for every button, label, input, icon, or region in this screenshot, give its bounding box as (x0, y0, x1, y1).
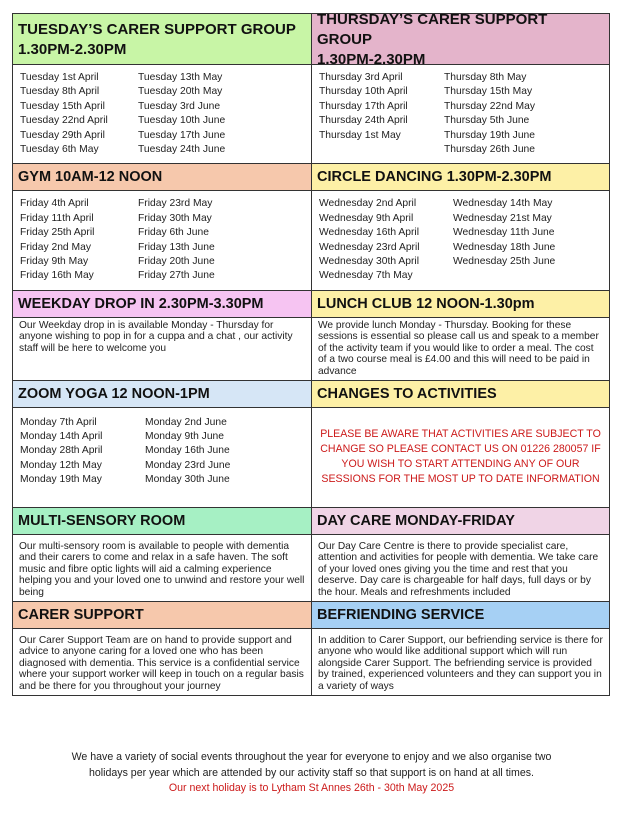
date-item: Thursday 8th May (444, 72, 527, 83)
date-item: Thursday 5th June (444, 115, 530, 127)
yoga-panel (13, 381, 311, 507)
circle-dancing-header (312, 164, 609, 191)
date-item: Thursday 26th June (444, 143, 536, 155)
gym-dates-col2 (138, 197, 215, 283)
row-carer-befriending (13, 601, 609, 695)
changes-notice: PLEASE BE AWARE THAT ACTIVITIES ARE SUBJECT TO CHANGE SO PLEASE CONTACT US ON 01226 280057 IF YOU WISH TO START ATTENDING ANY OF OUR SESSIONS FOR THE MOST UP TO DATE INFORMATION (320, 427, 601, 486)
carer-support-text: Our Carer Support Team are on hand to provide support and advice to anyone caring for a loved one who has been diagnosed with dementia. This service is a confidential service where your support worker will keep in touch on a regular basis and be there for you throughout your journey (19, 634, 304, 692)
row-carer-groups (13, 11, 609, 163)
thursday-group-dates (312, 65, 609, 163)
changes-header (312, 381, 609, 408)
circle-dancing-panel (311, 164, 609, 289)
date-item: Wednesday 18th June (453, 241, 556, 253)
yoga-dates-col2 (145, 416, 230, 488)
circle-dates-col2 (453, 197, 555, 283)
date-item: Thursday 3rd April (319, 72, 403, 83)
date-item: Wednesday 9th April (319, 212, 414, 224)
lunch-club-header (312, 291, 609, 318)
dropin-title: WEEKDAY DROP IN 2.30PM-3.30PM (18, 295, 264, 312)
lunch-club-panel (311, 291, 609, 380)
date-item: Friday 20th June (138, 255, 215, 267)
date-item: Tuesday 13th May (138, 72, 223, 83)
date-item: Wednesday 16th April (319, 227, 419, 239)
sensory-room-text: Our multi-sensory room is available to people with dementia and their carers to come and relax in a safe haven. The soft music and fibre optic lights will aid a calming experience helping you and your loved one to unwind and restore your well being (19, 540, 305, 599)
date-item: Friday 6th June (138, 227, 209, 239)
yoga-title: ZOOM YOGA 12 NOON-1PM (18, 385, 210, 402)
activities-grid (12, 13, 610, 696)
date-item: Wednesday 30th April (319, 255, 419, 267)
row-sensory-daycare (13, 507, 609, 601)
befriending-title: BEFRIENDING SERVICE (317, 606, 485, 623)
date-item: Monday 19th May (20, 474, 102, 486)
date-item: Wednesday 23rd April (319, 241, 420, 253)
sensory-room-title: MULTI-SENSORY ROOM (18, 512, 186, 529)
date-item: Friday 25th April (20, 227, 95, 239)
date-item: Friday 11th April (20, 212, 94, 224)
date-item: Monday 30th June (145, 474, 230, 486)
date-item: Wednesday 7th May (319, 270, 413, 282)
date-item: Friday 23rd May (138, 198, 213, 210)
gym-title: GYM 10AM-12 NOON (18, 169, 163, 186)
date-item: Thursday 17th April (319, 100, 408, 112)
tuesday-group-title: TUESDAY’S CARER SUPPORT GROUP (18, 21, 296, 38)
gym-panel (13, 164, 311, 289)
date-item: Thursday 24th April (319, 115, 408, 127)
tuesday-dates-col1 (20, 71, 138, 157)
carer-support-header (13, 602, 311, 629)
day-care-panel (311, 508, 609, 601)
carer-support-panel (13, 602, 311, 695)
date-item: Thursday 19th June (444, 129, 536, 141)
date-item: Tuesday 15th April (20, 100, 105, 112)
date-item: Monday 2nd June (145, 416, 227, 428)
date-item: Tuesday 17th June (138, 129, 226, 141)
befriending-panel (311, 602, 609, 695)
date-item: Wednesday 2nd April (319, 198, 417, 210)
date-item: Monday 9th June (145, 431, 224, 443)
sensory-room-header (13, 508, 311, 535)
date-item: Tuesday 10th June (138, 115, 226, 127)
lunch-club-title: LUNCH CLUB 12 NOON-1.30pm (317, 295, 535, 312)
date-item: Monday 23rd June (145, 459, 231, 471)
gym-header (13, 164, 311, 191)
date-item: Thursday 1st May (319, 129, 401, 141)
thursday-group-panel (311, 11, 609, 163)
row-gym-dancing (13, 163, 609, 289)
date-item: Tuesday 24th June (138, 143, 226, 155)
dropin-header (13, 291, 311, 318)
date-item: Thursday 10th April (319, 86, 408, 98)
row-dropin-lunch (13, 290, 609, 380)
circle-dancing-dates (312, 191, 609, 289)
thursday-group-time: 1.30PM-2.30PM (317, 51, 426, 68)
thursday-group-header (312, 11, 609, 68)
date-item: Friday 16th May (20, 270, 94, 282)
changes-title: CHANGES TO ACTIVITIES (317, 385, 497, 402)
changes-panel (311, 381, 609, 507)
date-item: Tuesday 1st April (20, 72, 99, 83)
date-item: Friday 2nd May (20, 241, 91, 253)
footer-line-1: We have a variety of social events throughout the year for everyone to enjoy and we also organise two (71, 751, 552, 763)
sensory-room-panel (13, 508, 311, 601)
date-item: Tuesday 20th May (138, 86, 223, 98)
dropin-text: Our Weekday drop in is available Monday - Thursday for anyone wishing to pop in for a cuppa and a chat , our activity staff will be here to welcome you (19, 319, 293, 354)
tuesday-group-dates (13, 65, 311, 163)
lunch-club-text: We provide lunch Monday - Thursday. Booking for these sessions is essential so please call us and speak to a member of the activity team if you would like to order a meal. The cost of a two course meal is £4.00 and this will need to be paid in advance (318, 319, 599, 378)
date-item: Friday 30th May (138, 212, 212, 224)
gym-dates-col1 (20, 197, 138, 283)
date-item: Monday 14th April (20, 431, 103, 443)
date-item: Monday 16th June (145, 445, 230, 457)
thursday-dates-col2 (444, 71, 535, 157)
tuesday-dates-col2 (138, 71, 225, 157)
day-care-text: Our Day Care Centre is there to provide specialist care, attention and activities for people with dementia. We take care of your loved ones giving you the time and rest that you deserve. Day care is chargeable for half days, full days or by the hour. Meals and refreshments included (318, 540, 599, 599)
yoga-header (13, 381, 311, 408)
befriending-text: In addition to Carer Support, our befriending service is there for anyone who would like additional support which will run alongside Carer Support. The befriending service is provided by trained, experienced volunteers and they can support you in a variety of ways (318, 634, 603, 692)
date-item: Thursday 15th May (444, 86, 533, 98)
gym-dates (13, 191, 311, 289)
footer-line-2: holidays per year which are attended by our activity staff so that support is on hand at all times. (89, 766, 534, 779)
date-item: Tuesday 29th April (20, 129, 105, 141)
footer (0, 750, 623, 797)
date-item: Friday 9th May (20, 255, 89, 267)
tuesday-group-time: 1.30PM-2.30PM (18, 41, 127, 58)
carer-support-title: CARER SUPPORT (18, 606, 144, 623)
date-item: Tuesday 8th April (20, 86, 100, 98)
yoga-dates (13, 408, 311, 507)
date-item: Friday 27th June (138, 270, 215, 282)
date-item: Tuesday 22nd April (20, 115, 108, 127)
footer-holiday: Our next holiday is to Lytham St Annes 26th - 30th May 2025 (168, 782, 455, 794)
row-yoga-changes (13, 380, 609, 507)
date-item: Wednesday 11th June (453, 227, 555, 239)
date-item: Wednesday 21st May (453, 212, 552, 224)
dropin-panel (13, 291, 311, 380)
date-item: Tuesday 6th May (20, 143, 99, 155)
date-item: Monday 12th May (20, 459, 102, 471)
date-item: Thursday 22nd May (444, 100, 536, 112)
thursday-group-title: THURSDAY’S CARER SUPPORT GROUP (317, 11, 548, 48)
tuesday-group-panel (13, 14, 311, 163)
date-item: Monday 28th April (20, 445, 103, 457)
date-item: Monday 7th April (20, 416, 97, 428)
circle-dates-col1 (319, 197, 453, 283)
thursday-dates-col1 (319, 71, 444, 157)
date-item: Friday 13th June (138, 241, 215, 253)
circle-dancing-title: CIRCLE DANCING 1.30PM-2.30PM (317, 169, 552, 186)
date-item: Friday 4th April (20, 198, 89, 210)
date-item: Wednesday 25th June (453, 255, 556, 267)
befriending-header (312, 602, 609, 629)
date-item: Tuesday 3rd June (138, 100, 221, 112)
day-care-header (312, 508, 609, 535)
date-item: Wednesday 14th May (453, 198, 553, 210)
tuesday-group-header (13, 14, 311, 65)
yoga-dates-col1 (20, 416, 145, 488)
day-care-title: DAY CARE MONDAY-FRIDAY (317, 512, 515, 529)
